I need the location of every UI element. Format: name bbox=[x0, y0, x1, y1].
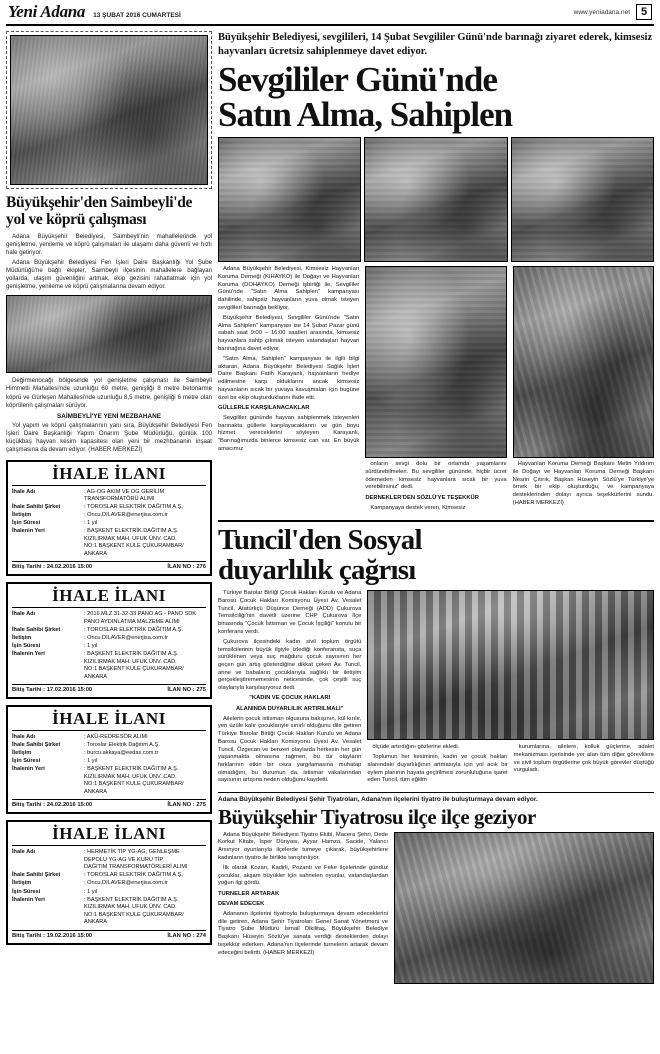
left-headline: Büyükşehir'den Saimbeyli'de yol ve köprü çalışması bbox=[6, 194, 193, 229]
conference-group-photo bbox=[367, 590, 654, 740]
tender-row bbox=[12, 520, 206, 528]
valentine-subhead: DERNEKLER'DEN SÖZLÜ'YE TEŞEKKÜR bbox=[365, 494, 479, 501]
tender-row bbox=[12, 643, 206, 651]
tender-title: İHALE İLANI bbox=[52, 824, 166, 844]
tender-value: : BAŞKENT ELEKTRİK DAĞITIM A.Ş. KIZILIRMAK MAH. UFUK ÜNV. CAD. NO:1 BAŞKENT KULE ÇUKURAMBAR/ ANKARA bbox=[84, 651, 184, 680]
construction-photo bbox=[10, 35, 208, 185]
valentine-columns bbox=[218, 266, 654, 515]
tender-row bbox=[12, 635, 206, 643]
tender-value: : HERMETİK TİP YG-AG, GENLEŞME DEPOLU YG-AG VE KURU TİP DAĞITIM TRANSFORMATÖRLERİ ALIMI bbox=[84, 849, 188, 871]
website-url[interactable]: www.yeniadana.net bbox=[573, 8, 630, 16]
tiyatro-subhead: DEVAM EDECEK bbox=[218, 900, 265, 907]
tender-value: : 1 yıl bbox=[84, 888, 98, 895]
tender-key: İletişim bbox=[12, 750, 32, 757]
shelter-photo-1 bbox=[218, 137, 361, 262]
tender-ad bbox=[6, 705, 212, 814]
tender-row bbox=[12, 512, 206, 520]
valentine-paragraph: Büyükşehir Belediyesi, Sevgililer Günü'nde "Satın Alma Sahiplen" kampanyası ise 14 Şubat Pazar günü sabah saat 9:00 – 16:00 saatleri arasında, kimsesiz hayvanlara sahip çıkmak isteyen vatandaşları hayvan barınağına davet ediyor. bbox=[218, 315, 360, 352]
left-caption-paragraph: Değirmenocağı bölgesinde yol genişletme çalışması ile Saimbeyli Himmetli Mahallesi'nde uzunluğu 60 metre, genişliği 8 metre betonarme köprü ve Gürleşen Mahallesi'nde uzunluğu 8,5 metre, genişliği 6 metre olan köprülerin çalışmaları sürüyor. bbox=[6, 377, 212, 409]
tuncil-paragraph: Ailelerin çocuk istismarı olgusuna bakışının, kül kırılır, yen üzüle kalır çocuklarıyle sınırlı olduğunu dile getiren Türkiye Barolar Birliği Çocuk Hakları Kurulu ve Adana Barosu Çocuk Hakları Komisyonu Üyesi Av. Vesalet Tuncil, Özgecan ve benzeri olaylarda herkesin her gün yaşanmakta olmasına rağmen, bu tür olayların farklarının etkin bir ceza yargılamasına muhatap olmadığını, bu durumun da, istismar vakalarından sayısının artışına neden olduğunu kaydetti. bbox=[218, 715, 362, 784]
tender-footer bbox=[12, 684, 206, 693]
tender-key: İşin Süresi bbox=[12, 888, 41, 895]
tender-contact[interactable]: : burcu.akkaya@eedas.com.tr bbox=[84, 750, 159, 757]
tender-row bbox=[12, 849, 206, 872]
tiyatro-paragraph: Adana Büyükşehir Belediyesi Tiyatro Ekibi, Macera Şehri, Dede Korkut Kitabı, İsper Dünyası, Ayyar Hamza, Sacide, Yalancı Arsınyor oyunlarıyla ilçelerde tumeye çıkarak, büyükşehirlere kadınların tiyatro ile birlikte tanıştırılıyor. bbox=[218, 831, 388, 861]
tender-key: İhalenin Yeri bbox=[12, 896, 45, 903]
valentine-paragraph: onların sevgi dolu bir ortamda yaşamlarını sürdürebilmeleri. Bu sevgililer gününde, hiçbir ücret ödemeden kimsesiz hayvanlara sıcak bir yuva verebilirsiniz" dedi. bbox=[365, 461, 507, 491]
valentine-kicker: Büyükşehir Belediyesi, sevgilileri, 14 Şubat Sevgililer Günü'nde barınağı ziyaret ederek, kimsesiz hayvanları ücretsiz sahiplenmeye davet ediyor. bbox=[218, 32, 653, 57]
masthead bbox=[6, 0, 654, 26]
tender-value: : 1 yıl bbox=[84, 758, 98, 765]
tender-value: : Toroslar Elektrik Dağıtım A.Ş. bbox=[84, 742, 160, 749]
tender-ad-number: İLAN NO : 275 bbox=[167, 687, 206, 694]
valentine-col-2 bbox=[365, 266, 506, 515]
shelter-photo-4 bbox=[365, 266, 506, 458]
tuncil-paragraph: Çukurova ilçesindeki kadın sivil toplum örgütü temsilcilerinin büyük ilgiyle izlediği konferansta, suça sürüklenen veya suç mağduru çocuk sayısının her geçen gün artış gösterdiğine dikkat çeken Av. Tuncil, anne ve babaların çocuklarıyla sağlıklı bir iletişim gerçekleştirememesinin neticesinde, çok çeşitli suç olaylarıyla karşılaşıyoruz dedi. bbox=[218, 638, 362, 692]
tender-key: İşin Süresi bbox=[12, 520, 41, 527]
tender-row bbox=[12, 758, 206, 766]
valentine-paragraph: Kampanyaya destek veren, Kimsesiz bbox=[370, 504, 466, 511]
tender-value: : BAŞKENT ELEKTRİK DAĞITIM A.Ş. KIZILIRMAK MAH. UFUK ÜNV. CAD. NO:1 BAŞKENT KULE ÇUKURAMBAR/ ANKARA bbox=[84, 528, 184, 557]
tender-row bbox=[12, 872, 206, 880]
tender-row bbox=[12, 880, 206, 888]
left-subhead: SAİMBEYLİ'YE YENİ MEZBAHANE bbox=[56, 412, 162, 420]
tender-row bbox=[12, 742, 206, 750]
tender-contact[interactable]: : Oncu.DILAVER@enerjisa.com.tr bbox=[84, 512, 168, 519]
tender-value: : 1 yıl bbox=[84, 642, 98, 649]
tender-key: İhalenin Yeri bbox=[12, 528, 45, 535]
tender-key: İhale Sahibi Şirket bbox=[12, 626, 61, 633]
tender-row bbox=[12, 897, 206, 927]
tender-key: İletişim bbox=[12, 512, 32, 519]
tender-key: İşin Süresi bbox=[12, 758, 41, 765]
tuncil-columns bbox=[218, 590, 654, 788]
tiyatro-deck: Adana Büyükşehir Belediyesi Şehir Tiyatroları, Adana'nın ilçelerini tiyatro ile buluşturmaya devam ediyor. bbox=[218, 795, 538, 803]
tender-row bbox=[12, 528, 206, 558]
tender-title: İHALE İLANI bbox=[52, 463, 166, 483]
left-paragraph-after-subhead: Yol yapım ve köprü çalışmalarının yanı sıra, Büyükşehir Belediyesi Fen İşleri Daire Başkanlığı Yapım Onarım Şube Müdürlüğü, günlük 100 küçükbaş hayvan kesim kapasitesi olan yeni bir mezhbananin inşaat çalışmasına da devam ediyor. (HABER MERKEZİ) bbox=[6, 421, 212, 453]
tuncil-col-photo bbox=[367, 590, 654, 788]
tiyatro-subhead: TURNELER ARTARAK bbox=[218, 890, 280, 897]
tender-key: İhale Adı bbox=[12, 488, 36, 495]
publication-date: 13 ŞUBAT 2016 CUMARTESİ bbox=[93, 12, 181, 19]
tender-row bbox=[12, 889, 206, 897]
tender-row bbox=[12, 651, 206, 681]
tender-key: İhale Adı bbox=[12, 734, 36, 741]
tuncil-paragraph: Türkiye Barolar Birliği Çocuk Hakları Kurulu ve Adana Barosu Çocuk Hakları Komisyonu Üyesi Av. Vesalet Tuncil, Atatürkçü Düşünce Derneği (ADD) Çukurova Temsilciliği'nin davetli üzerine CHP Çukurova İlçe binasında "Çocuk İstismarı ve Çocuk İşçiliği" konulu bir konferans verdi. bbox=[218, 590, 362, 635]
tender-key: İletişim bbox=[12, 634, 32, 641]
valentine-photo-strip bbox=[218, 137, 654, 262]
page-body bbox=[6, 31, 654, 984]
section-divider bbox=[218, 792, 654, 793]
tender-ad-number: İLAN NO : 276 bbox=[167, 564, 206, 571]
tender-ad bbox=[6, 582, 212, 699]
left-paragraph: Adana Büyükşehir Belediyesi Fen İşleri Daire Başkanlığı Yol Şube Müdürlüğü'ne bağlı ekipler, Saimbeyli ilçesinin mahallelere bağlayan yollarda, ulaşım güvenliğini artmak, ekip gezisini rahatlatmak için yol genişletme, yenileme ve köprü çalışmalarına devam ediyor. bbox=[6, 259, 212, 291]
tender-key: İhale Adı bbox=[12, 849, 36, 856]
tender-deadline: Bitiş Tarihi : 19.02.2016 15:00 bbox=[12, 932, 93, 939]
tender-value: : TOROSLAR ELEKTRİK DAĞITIM A.Ş. bbox=[84, 872, 183, 879]
tender-key: İhale Sahibi Şirket bbox=[12, 872, 61, 879]
theatre-stage-photo bbox=[394, 832, 654, 984]
tuncil-subhead: ALANINDA DUYARLILIK ARTIRILMALI" bbox=[235, 705, 344, 712]
tender-key: İletişim bbox=[12, 880, 32, 887]
tender-value: : TOROSLAR ELEKTRİK DAĞITIM A.Ş. bbox=[84, 504, 183, 511]
tuncil-headline: Tuncil'den Sosyal duyarlılık çağrısı bbox=[218, 524, 422, 586]
tender-footer bbox=[12, 930, 206, 939]
tiyatro-col-text bbox=[218, 832, 388, 984]
tender-key: İhalenin Yeri bbox=[12, 651, 45, 658]
tender-key: İhale Sahibi Şirket bbox=[12, 742, 61, 749]
left-body bbox=[6, 233, 212, 292]
tiyatro-paragraph: İlk olarak Kozan, Kadirli, Pozantı ve Feke ilçelerinde gündüz çocuklar, akşam büyükler için sahnelen oyunlar, vatandaşlardan yoğun ilgi gördü. bbox=[218, 865, 388, 887]
tender-title: İHALE İLANI bbox=[52, 709, 166, 729]
tender-key: İşin Süresi bbox=[12, 642, 41, 649]
tender-deadline: Bitiş Tarihi : 24.02.2016 15:00 bbox=[12, 802, 93, 809]
tender-key: İhale Adı bbox=[12, 611, 36, 618]
tender-row bbox=[12, 766, 206, 796]
tuncil-col-1 bbox=[218, 590, 361, 788]
valentine-headline: Sevgililer Günü'nde Satın Alma, Sahiplen bbox=[218, 60, 513, 135]
tender-row bbox=[12, 489, 206, 504]
left-body-2 bbox=[6, 377, 212, 409]
page-number: 5 bbox=[636, 4, 652, 20]
left-paragraph: Adana Büyükşehir Belediyesi, Saimbeyli'nin mahallelerinde yol genişletme, yenileme ve köprü çalışmaları ile ulaşamı daha güvenli ve hızlı hale getiriyor. bbox=[6, 232, 212, 256]
tender-value: : 1 yıl bbox=[84, 520, 98, 527]
tuncil-subhead: "KADIN VE ÇOCUK HAKLARI bbox=[249, 695, 331, 702]
tender-title: İHALE İLANI bbox=[52, 586, 166, 606]
section-divider bbox=[218, 520, 654, 522]
tender-row bbox=[12, 750, 206, 758]
tiyatro-headline: Büyükşehir Tiyatrosu ilçe ilçe geziyor bbox=[218, 804, 536, 829]
tuncil-paragraph: kurumlarına, ailelere, kolluk güçlerine, adalet mekanizması içerisinde yer alan tüm diğer görevlilere ve sivil toplum örgütlerine çok büyük görevler düştüğü vurguladı. bbox=[513, 744, 655, 774]
tender-ad-number: İLAN NO : 275 bbox=[167, 802, 206, 809]
tender-row bbox=[12, 611, 206, 626]
tiyatro-col-photo bbox=[394, 832, 654, 984]
publication-title: Yeni Adana bbox=[8, 2, 86, 21]
tuncil-paragraph: Toplumun her kesiminin, kadın ve çocuk hakları alanındaki duyarlılığının artmasıyla için yol acık bir eylem planının hayata geçirilmesi zorunluluğuna işaret eden Tuncil, tüm eğitim bbox=[367, 754, 508, 784]
tender-contact[interactable]: : Oncu.DILAVER@enerjisa.com.tr bbox=[84, 880, 168, 887]
valentine-subhead: GÜLLERLE KARŞILANACAKLAR bbox=[218, 404, 310, 411]
tender-row bbox=[12, 734, 206, 742]
tender-footer bbox=[12, 561, 206, 570]
tender-deadline: Bitiş Tarihi : 17.02.2016 15:00 bbox=[12, 687, 93, 694]
shelter-photo-5 bbox=[513, 266, 654, 458]
tender-value: : BAŞKENT ELEKTRİK DAĞITIM A.Ş. KIZILIRMAK MAH. UFUK ÜNV. CAD. NO:1 BAŞKENT KULE ÇUKURAMBAR/ ANKARA bbox=[84, 896, 184, 926]
story-valentine bbox=[218, 31, 654, 515]
story-tiyatro bbox=[218, 796, 654, 984]
story-tuncil bbox=[218, 526, 654, 788]
valentine-paragraph: "Satın Alma, Sahiplen" kampanyası ile ilgili bilgi aktaran, Adana Büyükşehir Belediyesi Sağlık İşleri Daire Başkanı Fatih Karayanlı, hayvanların hediye edilmesine karşı olduklarını ancak kimsesiz hayvanların sıcak bir yuvaya kavuşmaları için bugüne özel bir ekip oluşturduklarını ifade etti. bbox=[218, 356, 360, 401]
tiyatro-columns bbox=[218, 832, 654, 984]
valentine-col-1 bbox=[218, 266, 359, 515]
tender-key: İhale Sahibi Şirket bbox=[12, 504, 61, 511]
tender-value: : AKÜ-REDRESÖR ALIMI bbox=[84, 734, 148, 741]
right-column bbox=[218, 31, 654, 984]
tender-row bbox=[12, 504, 206, 512]
tender-ad-number: İLAN NO : 274 bbox=[167, 932, 206, 939]
tender-value: : BAŞKENT ELEKTRİK DAĞITIM A.Ş. KIZILIRMAK MAH. UFUK ÜNV. CAD. NO:1 BAŞKENT KULE ÇUKURAMBAR/ ANKARA bbox=[84, 766, 184, 795]
tender-footer bbox=[12, 799, 206, 808]
tender-row bbox=[12, 627, 206, 635]
valentine-col-3 bbox=[513, 266, 654, 515]
valentine-paragraph: Sevgililer gününde hayvan sahiplenmek isteyenleri barınakta güllerle karşılayacaklarını ve gün boyu hizmet vereceklerini söyleyen Karayanlı, "Barınağımızda binlerce kimsesiz can var. En büyük amacımız bbox=[218, 414, 360, 452]
left-body-3 bbox=[6, 422, 212, 454]
shelter-photo-3 bbox=[511, 137, 654, 262]
tender-contact[interactable]: : Oncu.DILAVER@enerjisa.com.tr bbox=[84, 634, 168, 641]
tender-value: : AG-OG AKIM VE OG GERİLİM TRANSFORMATÖRÜ ALIMI bbox=[84, 488, 165, 503]
shelter-photo-2 bbox=[364, 137, 507, 262]
tender-ad bbox=[6, 460, 212, 577]
masthead-left bbox=[8, 2, 181, 22]
tender-value: : TOROSLAR ELEKTRİK DAĞITIM A.Ş. bbox=[84, 626, 183, 633]
valentine-paragraph: Adana Büyükşehir Belediyesi, Kimsesiz Hayvanları Koruma Derneği (KIHAYKO) ile Doğayı ve Hayvanları Koruma (DOHAYKO) Derneği işbirliği ile, Sevgililer Günü'nde "Satın Alma Sahiplen" kampanyası dahilinde, sahipsiz hayvanların yuva olmak isteyen sevgilileri barınağa bekliyor. bbox=[218, 266, 360, 311]
valentine-paragraph: Hayvanları Koruma Derneği Başkanı Metin Yıldırım ile Doğayı ve Hayvanları Koruma Derneği Başkanı Nesrin Çıtırık, Başkan Hüseyin Sözlü'ye Türkiye'ye örnek bir ekip oluşturduğu, ve kampanyaya desteklerinden dolayı ayrıca teşekkürlerini sundu. (HABER MERKEZİ) bbox=[512, 461, 654, 506]
tiyatro-paragraph: Adananın ilçelerini tiyatroyla buluşturmaya devam edeceklerini dile getiren, Adana Şehir Tiyatroları Genel Sanat Yönetmeni ve Tiyatro Şube Müdürü İsmail Dikilitaş, Büyükşehir Belediye Başkanı Hüseyin Sözlü'ye sanata verdiği desteklerden dolayı teşekkür ederken, Adana'nın ilçelerinde turnelerin artarak devam edeceğini belirtti. (HABER MERKEZİ) bbox=[218, 911, 388, 956]
lead-photo-box bbox=[6, 31, 212, 189]
road-work-photo bbox=[6, 295, 212, 373]
tuncil-paragraph: ölçüde artırdığını gözlerine ekledi. bbox=[372, 744, 460, 751]
masthead-right bbox=[574, 4, 652, 20]
tender-key: İhalenin Yeri bbox=[12, 766, 45, 773]
tender-deadline: Bitiş Tarihi : 24.02.2016 15:00 bbox=[12, 564, 93, 571]
tender-ad bbox=[6, 820, 212, 944]
tender-value: : 2016.MLZ.31-32-33 PANO AG - PANO SDK PANO AYDINLATMA MALZEME ALIMI bbox=[84, 611, 197, 625]
left-column bbox=[6, 31, 212, 984]
